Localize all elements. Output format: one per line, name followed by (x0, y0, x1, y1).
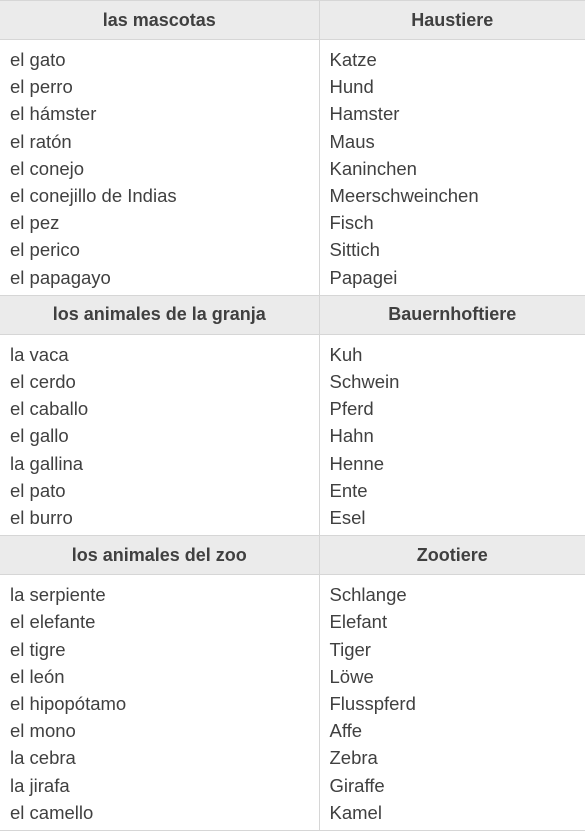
section-words-row (0, 334, 585, 535)
german-word: Sittich (329, 239, 380, 261)
german-word: Affe (329, 720, 363, 742)
german-word: Hahn (329, 425, 374, 447)
german-word: Katze (329, 49, 377, 70)
section-words-row (0, 575, 585, 831)
german-word: Löwe (329, 665, 374, 687)
spanish-word: el tigre (10, 638, 66, 660)
spanish-word: el elefante (10, 611, 96, 633)
spanish-word: la jirafa (10, 774, 70, 796)
spanish-word: la gallina (10, 452, 84, 474)
vocabulary-table-body (0, 1, 585, 831)
german-word: Ente (329, 479, 368, 501)
section-heading-spanish: las mascotas (0, 1, 319, 40)
spanish-word: el perro (10, 76, 73, 98)
spanish-word: el gato (10, 49, 66, 70)
german-word-list (319, 334, 585, 535)
section-heading-german: Zootiere (319, 536, 585, 575)
spanish-word: el conejo (10, 157, 85, 179)
section-heading-german: Haustiere (319, 1, 585, 40)
spanish-word-list (0, 575, 319, 831)
spanish-word: el ratón (10, 130, 72, 152)
german-word: Flusspferd (329, 693, 416, 715)
spanish-word: el pato (10, 479, 66, 501)
section-heading-german: Bauernhoftiere (319, 295, 585, 334)
spanish-word: el burro (10, 507, 73, 529)
german-word: Kaninchen (329, 157, 417, 179)
spanish-word: el hipopótamo (10, 693, 127, 715)
spanish-word: el pez (10, 212, 60, 234)
german-word: Giraffe (329, 774, 385, 796)
german-word: Pferd (329, 398, 374, 420)
german-word-list (319, 40, 585, 296)
german-word: Hund (329, 76, 374, 98)
german-word: Papagei (329, 266, 398, 288)
german-word: Zebra (329, 747, 378, 769)
section-header-row (0, 295, 585, 334)
spanish-word: el perico (10, 239, 80, 261)
section-header-row (0, 1, 585, 40)
german-word: Fisch (329, 212, 374, 234)
spanish-word: el león (10, 665, 65, 687)
spanish-word: el conejillo de Indias (10, 185, 177, 207)
section-heading-spanish: los animales del zoo (0, 536, 319, 575)
spanish-word: el caballo (10, 398, 89, 420)
spanish-word: la cebra (10, 747, 76, 769)
spanish-word: la serpiente (10, 584, 106, 606)
german-word: Meerschweinchen (329, 185, 479, 207)
spanish-word: el camello (10, 801, 94, 823)
spanish-word-list (0, 334, 319, 535)
german-word: Henne (329, 452, 385, 474)
section-words-row (0, 40, 585, 296)
spanish-word: el hámster (10, 103, 97, 125)
german-word: Kamel (329, 801, 382, 823)
german-word: Schwein (329, 371, 400, 393)
spanish-word: el mono (10, 720, 76, 742)
section-header-row (0, 536, 585, 575)
german-word-list (319, 575, 585, 831)
spanish-word: la vaca (10, 343, 69, 365)
german-word: Esel (329, 507, 366, 529)
section-heading-spanish: los animales de la granja (0, 295, 319, 334)
german-word: Kuh (329, 343, 363, 365)
spanish-word-list (0, 40, 319, 296)
spanish-word: el papagayo (10, 266, 111, 288)
german-word: Tiger (329, 638, 371, 660)
spanish-word: el cerdo (10, 371, 76, 393)
german-word: Elefant (329, 611, 388, 633)
spanish-word: el gallo (10, 425, 69, 447)
german-word: Hamster (329, 103, 400, 125)
german-word: Schlange (329, 584, 407, 606)
german-word: Maus (329, 130, 375, 152)
